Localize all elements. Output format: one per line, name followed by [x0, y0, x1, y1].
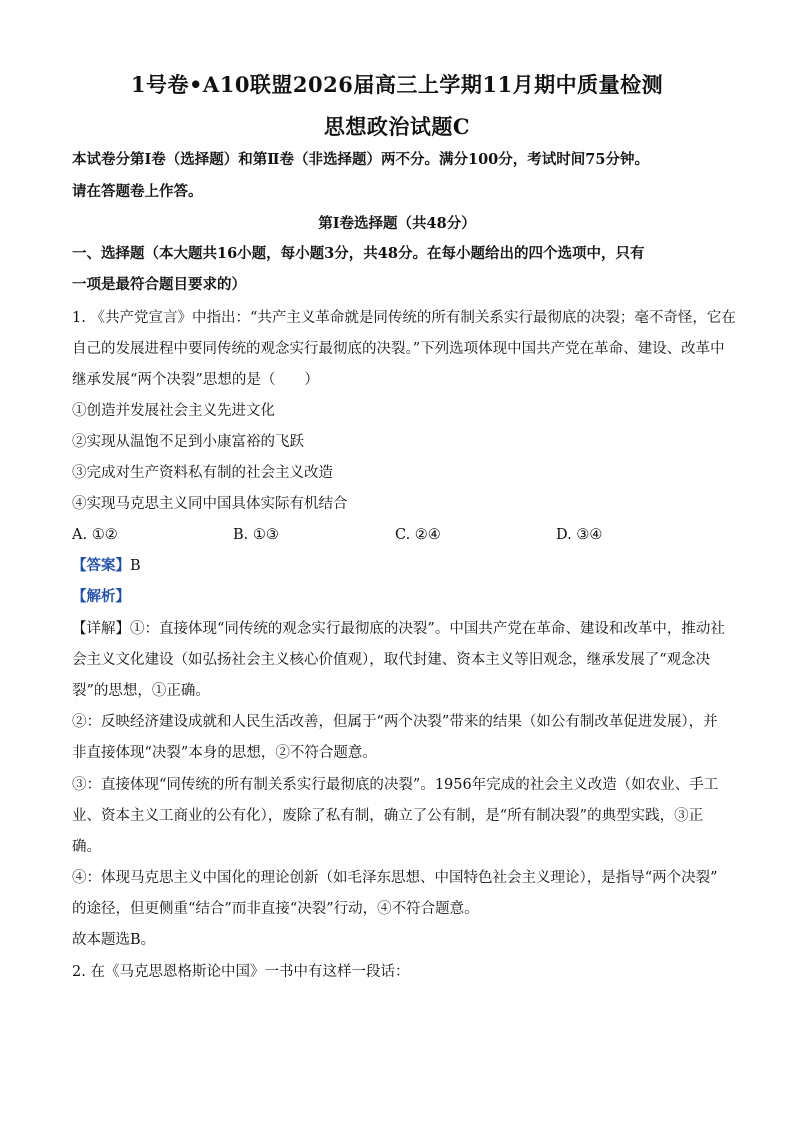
q1-option-a: A. ①② [72, 527, 118, 543]
q1-detail-4-line-1: ④：体现马克思主义中国化的理论创新（如毛泽东思想、中国特色社会主义理论），是指导“两个决裂” [72, 870, 718, 886]
q1-option-d: D. ③④ [556, 527, 603, 543]
q1-detail-2-line-1: ②：反映经济建设成就和人民生活改善，但属于“两个决裂”带来的结果（如公有制改革促进发展），并 [72, 714, 718, 730]
q1-detail-3-line-2: 业、资本主义工商业的公有化），废除了私有制，确立了公有制，是“所有制决裂”的典型实践，③正 [72, 808, 704, 824]
q1-detail-3-line-1: ③：直接体现“同传统的所有制关系实行最彻底的决裂”。1956年完成的社会主义改造（如农业、手工 [72, 777, 719, 793]
q1-detail-3-line-3: 确。 [72, 839, 101, 855]
section-title: 第Ⅰ卷选择题（共48分） [318, 215, 476, 232]
q1-item-4: ④实现马克思主义同中国具体实际有机结合 [72, 496, 348, 512]
q1-item-2: ②实现从温饱不足到小康富裕的飞跃 [72, 434, 304, 450]
exam-title: 1号卷•A10联盟2026届高三上学期11月期中质量检测 [130, 72, 664, 97]
section-instruction-line-2: 一项是最符合题目要求的） [72, 276, 246, 293]
q1-stem-line-3: 继承发展“两个决裂”思想的是（ ） [72, 372, 319, 388]
analysis-tag: 【解析】 [72, 588, 130, 605]
q1-detail-1-line-1 [72, 619, 732, 639]
answer-value: B [130, 558, 141, 574]
detail-tag: 【详解】 [72, 621, 130, 637]
q1-item-3: ③完成对生产资料私有制的社会主义改造 [72, 465, 333, 481]
q1-conclusion: 故本题选B。 [72, 932, 156, 948]
q1-analysis-row [72, 587, 732, 607]
q1-detail-4-line-2: 的途径，但更侧重“结合”而非直接“决裂”行动，④不符合题意。 [72, 901, 479, 917]
q1-detail-1-line-2: 会主义文化建设（如弘扬社会主义核心价值观），取代封建、资本主义等旧观念，继承发展了“观念决 [72, 652, 711, 668]
intro-line-1: 本试卷分第Ⅰ卷（选择题）和第Ⅱ卷（非选择题）两不分。满分100分，考试时间75分钟。 [72, 151, 649, 168]
answer-tag: 【答案】 [72, 557, 130, 574]
detail-1-text: ①：直接体现“同传统的观念实行最彻底的决裂”。中国共产党在革命、建设和改革中，推动社 [130, 621, 725, 637]
q1-option-c: C. ②④ [395, 527, 441, 543]
q1-stem-line-1: 1. 《共产党宣言》中指出：“共产主义革命就是同传统的所有制关系实行最彻底的决裂；毫不奇怪，它在 [72, 310, 736, 326]
exam-subtitle: 思想政治试题C [323, 114, 471, 139]
intro-line-2: 请在答题卷上作答。 [72, 183, 203, 200]
q1-stem-line-2: 自己的发展进程中要同传统的观念实行最彻底的决裂。”下列选项体现中国共产党在革命、建设、改革中 [72, 341, 725, 357]
q1-item-1: ①创造并发展社会主义先进文化 [72, 403, 275, 419]
q1-detail-2-line-2: 非直接体现“决裂”本身的思想，②不符合题意。 [72, 745, 377, 761]
q1-option-b: B. ①③ [233, 527, 279, 543]
q1-detail-1-line-3: 裂”的思想，①正确。 [72, 683, 210, 699]
q1-answer-row [72, 556, 732, 576]
q2-stem-line-1: 2. 在《马克思恩格斯论中国》一书中有这样一段话： [72, 964, 410, 980]
section-instruction-line-1: 一、选择题（本大题共16小题，每小题3分，共48分。在每小题给出的四个选项中，只有 [72, 245, 645, 262]
